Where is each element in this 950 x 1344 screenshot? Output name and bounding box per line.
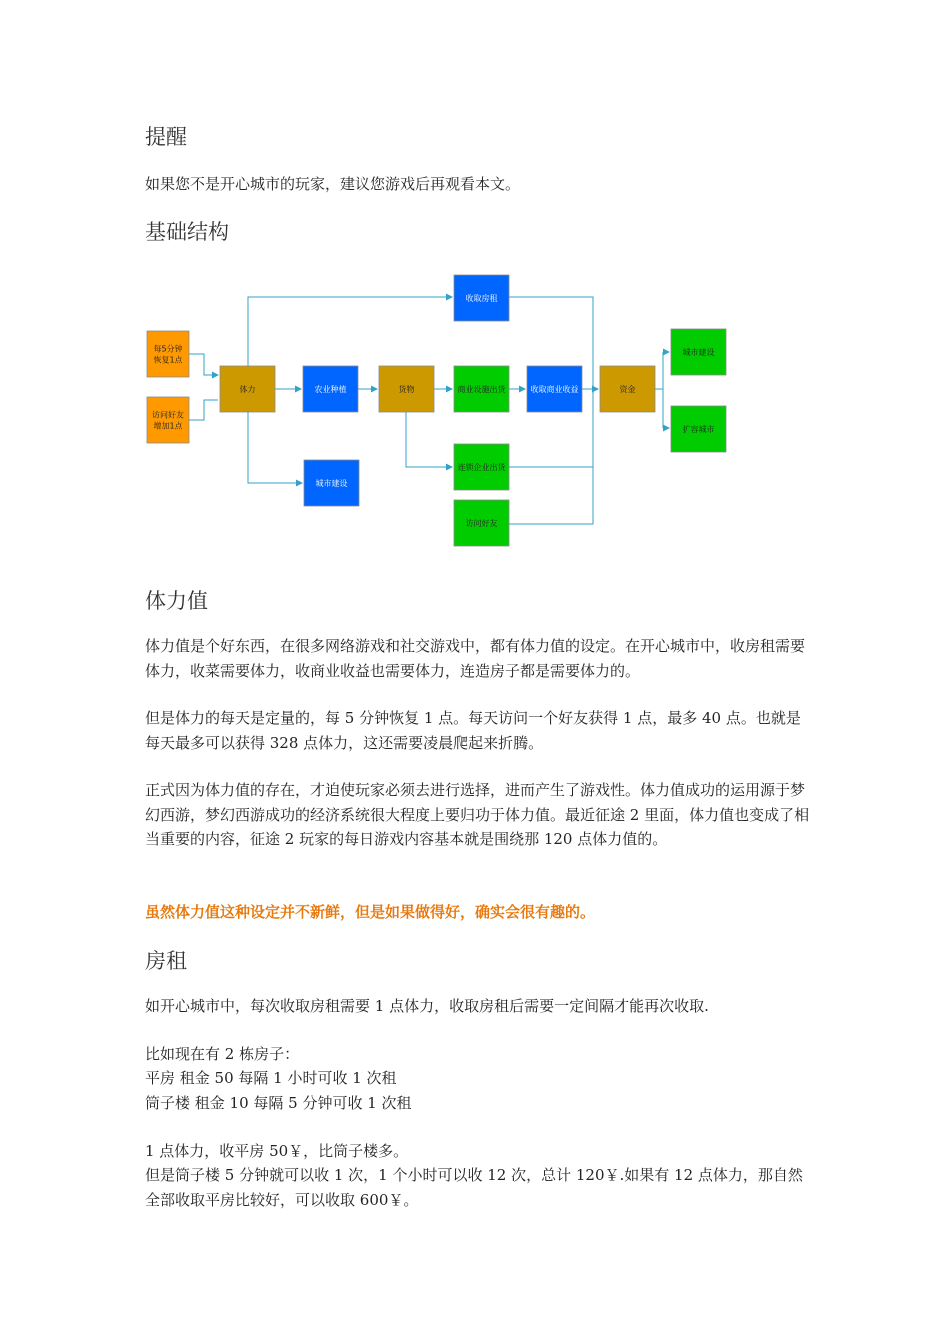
node-label-farming: 农业种植 — [314, 385, 347, 394]
section-title-rent: 房租 — [145, 949, 187, 973]
stamina-paragraph-3: 正式因为体力值的存在，才迫使玩家必须去进行选择，进而产生了游戏性。体力值成功的运用源于梦幻西游，梦幻西游成功的经济系统很大程度上要归功于体力值。最近征途 2 里面，体力值也变成了相当重要的内容，征途 2 玩家的每日游戏内容基本就是围绕那 120 点体力值的。 — [145, 781, 810, 848]
node-label-stamina: 体力 — [239, 385, 256, 394]
node-commerce-ship — [454, 366, 509, 412]
node-label-recover: 每5分钟 — [153, 344, 183, 354]
stamina-paragraph-2: 但是体力的每天是定量的，每 5 分钟恢复 1 点。每天访问一个好友获得 1 点，最多 40 点。也就是每天最多可以获得 328 点体力，这还需要凌晨爬起来折腾。 — [145, 709, 801, 752]
reminder-text: 如果您不是开心城市的玩家，建议您游戏后再观看本文。 — [145, 175, 521, 193]
section-title-reminder: 提醒 — [145, 125, 187, 149]
stamina-highlight: 虽然体力值这种设定并不新鲜，但是如果做得好，确实会很有趣的。 — [145, 903, 596, 921]
connector-8 — [248, 297, 452, 366]
node-farming — [303, 366, 358, 412]
node-label-city-build-bottom: 城市建设 — [315, 479, 348, 488]
node-label-city-build-right: 城市建设 — [682, 348, 715, 357]
connector-10 — [406, 412, 452, 467]
node-label-expand-city: 扩容城市 — [682, 425, 715, 434]
node-goods — [379, 366, 434, 412]
node-label-collect-rent: 收取房租 — [465, 294, 498, 303]
node-label-funds: 资金 — [619, 385, 636, 394]
node-label-visit-friend: 访问好友 — [465, 519, 498, 528]
node-chain-ship — [454, 444, 509, 490]
node-funds — [600, 366, 655, 412]
node-city-build-bottom — [304, 460, 359, 506]
node-label-commerce-ship: 商业设施出货 — [457, 385, 506, 394]
section-title-structure: 基础结构 — [145, 220, 229, 244]
rent-line-2: 平房 租金 50 每隔 1 小时可收 1 次租 — [145, 1069, 397, 1087]
node-label-visit-add: 访问好友 — [152, 410, 184, 420]
node-label-chain-ship: 连锁企业出货 — [457, 463, 506, 472]
rent-line-4: 1 点体力，收平房 50￥，比筒子楼多。 — [145, 1142, 409, 1160]
rent-line-1: 比如现在有 2 栋房子： — [145, 1045, 300, 1063]
node-label-goods: 货物 — [398, 385, 415, 394]
connector-1 — [189, 354, 218, 375]
section-title-stamina: 体力值 — [145, 589, 208, 613]
rent-paragraph-1: 如开心城市中，每次收取房租需要 1 点体力，收取房租后需要一定间隔才能再次收取. — [145, 997, 709, 1015]
node-visit-friend — [454, 500, 509, 546]
structure-diagram — [140, 270, 740, 555]
node-recover — [147, 331, 189, 377]
node-visit-add — [147, 397, 189, 443]
stamina-paragraph-1: 体力值是个好东西，在很多网络游戏和社交游戏中，都有体力值的设定。在开心城市中，收房租需要体力，收菜需要体力，收商业收益也需要体力，连造房子都是需要体力的。 — [145, 637, 806, 680]
diagram-nodes — [147, 275, 726, 546]
node-stamina — [220, 366, 275, 412]
connector-9 — [248, 412, 302, 483]
node-expand-city — [671, 406, 726, 452]
node-commerce-income — [527, 366, 582, 412]
node-label-visit-add: 增加1点 — [153, 421, 183, 431]
rent-line-3: 筒子楼 租金 10 每隔 5 分钟可收 1 次租 — [145, 1094, 412, 1112]
rent-line-5: 但是筒子楼 5 分钟就可以收 1 次，1 个小时可以收 12 次，总计 120￥.如果有 12 点体力，那自然全部收取平房比较好，可以收取 600￥。 — [145, 1166, 803, 1209]
connector-2 — [189, 400, 218, 420]
node-label-recover: 恢复1点 — [153, 355, 183, 365]
node-city-build-right — [671, 329, 726, 375]
node-label-commerce-income: 收取商业收益 — [530, 385, 579, 394]
node-collect-rent — [454, 275, 509, 321]
